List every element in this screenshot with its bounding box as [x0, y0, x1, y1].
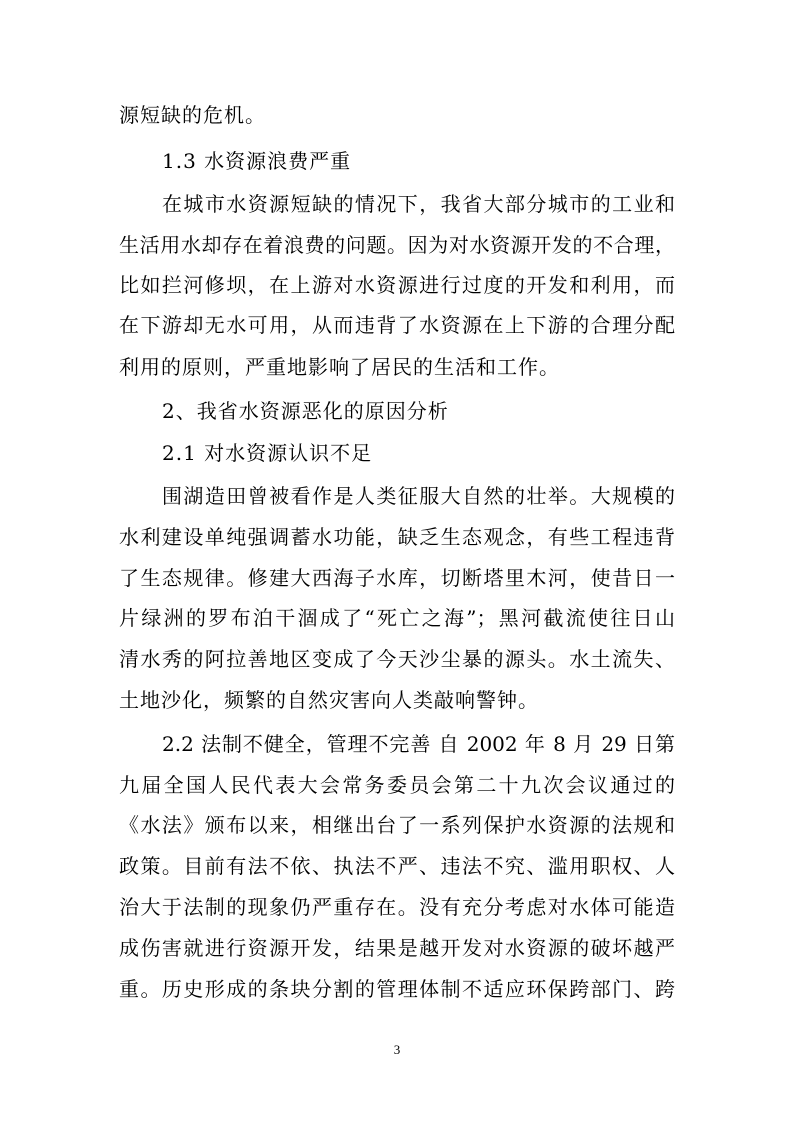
text-line: 利用的原则，严重地影响了居民的生活和工作。 [119, 355, 560, 379]
text-line: 土地沙化，频繁的自然灾害向人类敲响警钟。 [119, 688, 539, 712]
section-heading: 2、我省水资源恶化的原因分析 [162, 399, 449, 423]
text-line: 成伤害就进行资源开发，结果是越开发对水资源的破坏越严 [119, 936, 675, 960]
text-line: 《水法》颁布以来，相继出台了一系列保护水资源的法规和 [119, 813, 675, 837]
page-number: 3 [393, 1042, 401, 1057]
text-line: 片绿洲的罗布泊干涸成了“死亡之海”；黑河截流使往日山 [119, 606, 675, 630]
text-line: 生活用水却存在着浪费的问题。因为对水资源开发的不合理， [119, 233, 675, 257]
section-heading: 2.1 对水资源认识不足 [162, 441, 373, 465]
text-line: 比如拦河修坝，在上游对水资源进行过度的开发和利用，而 [119, 273, 675, 297]
text-line: 重。历史形成的条块分割的管理体制不适应环保跨部门、跨 [119, 977, 675, 1001]
section-heading: 1.3 水资源浪费严重 [162, 149, 352, 173]
text-line: 清水秀的阿拉善地区变成了今天沙尘暴的源头。水土流失、 [119, 647, 675, 671]
text-line: 在城市水资源短缺的情况下，我省大部分城市的工业和 [162, 192, 675, 216]
text-line: 了生态规律。修建大西海子水库，切断塔里木河，使昔日一 [119, 566, 675, 590]
text-line: 政策。目前有法不依、执法不严、违法不究、滥用职权、人 [119, 854, 675, 878]
text-line: 围湖造田曾被看作是人类征服大自然的壮举。大规模的 [162, 484, 675, 508]
text-line: 源短缺的危机。 [119, 103, 266, 127]
text-line: 在下游却无水可用，从而违背了水资源在上下游的合理分配 [119, 313, 675, 337]
text-line: 水利建设单纯强调蓄水功能，缺乏生态观念，有些工程违背 [119, 525, 675, 549]
section-heading-text: 2.2 法制不健全，管理不完善 自 2002 年 8 月 29 日第 [162, 732, 675, 756]
text-line: 治大于法制的现象仍严重存在。没有充分考虑对水体可能造 [119, 895, 675, 919]
text-line: 九届全国人民代表大会常务委员会第二十九次会议通过的 [119, 773, 675, 797]
